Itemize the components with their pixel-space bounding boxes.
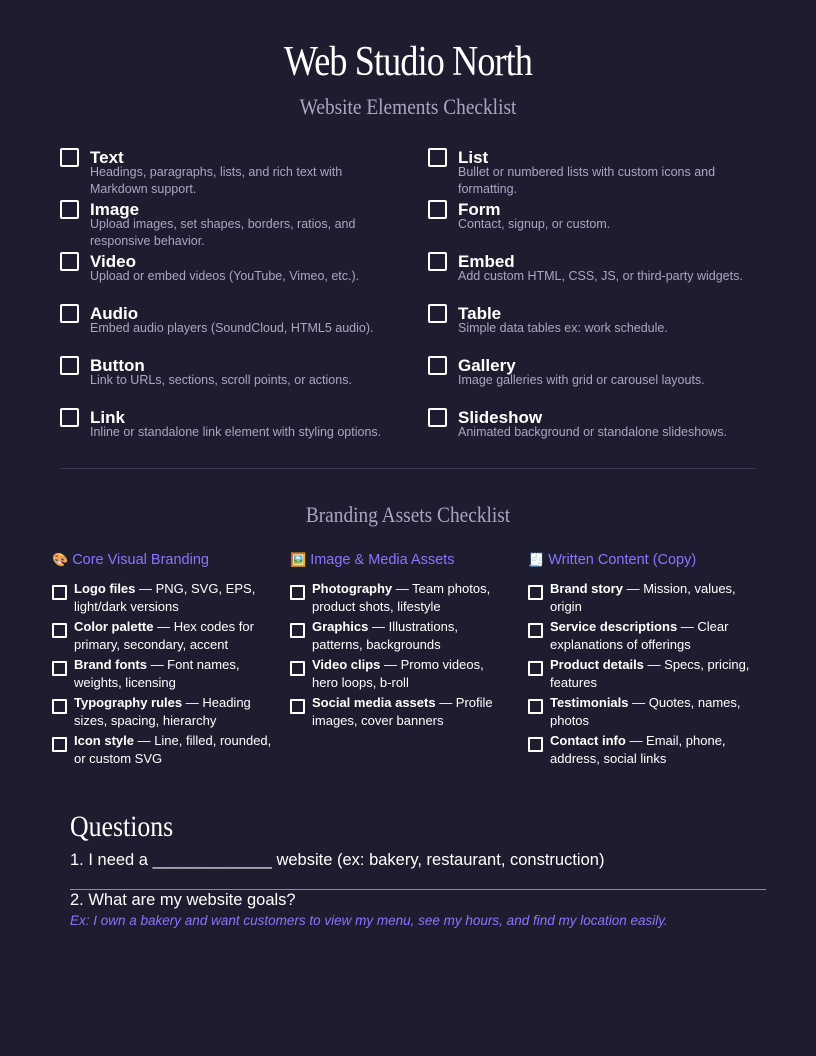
brand-item-detail: — Promo videos, hero loops, b-roll xyxy=(312,657,484,690)
element-name: Slideshow xyxy=(458,408,543,427)
section-divider xyxy=(60,468,756,469)
brand-item-title: Photography xyxy=(312,581,393,596)
brand-item[interactable] xyxy=(290,694,510,732)
checkbox[interactable] xyxy=(290,661,305,676)
brand-item-detail: — Font names, weights, licensing xyxy=(74,657,240,690)
element-description: Bullet or numbered lists with custom icons and formatting. xyxy=(458,165,716,196)
element-item-text[interactable] xyxy=(60,148,380,200)
brand-item[interactable] xyxy=(52,656,272,694)
brand-item[interactable] xyxy=(52,618,272,656)
brand-item-title: Brand fonts xyxy=(74,657,147,672)
checkbox[interactable] xyxy=(60,304,79,323)
brand-item-title: Video clips xyxy=(312,657,381,672)
checkbox[interactable] xyxy=(60,200,79,219)
branding-column-core-visual xyxy=(52,552,272,770)
picture-icon: 🖼️ xyxy=(290,552,307,567)
element-description: Simple data tables ex: work schedule. xyxy=(458,321,668,335)
checkbox[interactable] xyxy=(428,148,447,167)
element-description: Image galleries with grid or carousel layouts. xyxy=(458,373,705,387)
brand-item-title: Product details xyxy=(550,657,644,672)
brand-item[interactable] xyxy=(52,732,272,770)
brand-item[interactable] xyxy=(290,618,510,656)
brand-item-detail: — Clear explanations of offerings xyxy=(550,619,729,652)
brand-item-detail: — Illustrations, patterns, backgrounds xyxy=(312,619,458,652)
brand-item-title: Typography rules xyxy=(74,695,183,710)
brand-item-detail: — Hex codes for primary, secondary, accent xyxy=(74,619,254,652)
checkbox[interactable] xyxy=(290,585,305,600)
element-name: Table xyxy=(458,304,502,323)
element-item-form[interactable] xyxy=(428,200,748,252)
checkbox[interactable] xyxy=(528,585,543,600)
brand-item[interactable] xyxy=(290,580,510,618)
checkbox[interactable] xyxy=(60,408,79,427)
checkbox[interactable] xyxy=(52,699,67,714)
element-item-table[interactable] xyxy=(428,304,748,356)
brand-item[interactable] xyxy=(52,580,272,618)
branding-checklist-heading: Branding Assets Checklist xyxy=(305,502,511,527)
brand-item-title: Brand story xyxy=(550,581,623,596)
brand-item-detail: — Specs, pricing, features xyxy=(550,657,750,690)
element-description: Contact, signup, or custom. xyxy=(458,217,611,231)
questions-heading: Questions xyxy=(70,810,174,843)
element-item-list[interactable] xyxy=(428,148,748,200)
column-heading-label: Written Content (Copy) xyxy=(548,552,697,568)
brand-item-title: Testimonials xyxy=(550,695,629,710)
branding-column-image-media xyxy=(290,552,510,732)
brand-item[interactable] xyxy=(52,694,272,732)
brand-item-detail: — PNG, SVG, EPS, light/dark versions xyxy=(74,581,256,614)
column-heading xyxy=(52,552,272,572)
brand-item[interactable] xyxy=(528,618,748,656)
brand-item-detail: — Email, phone, address, social links xyxy=(550,733,726,766)
element-name: Image xyxy=(90,200,140,219)
brand-item-detail: — Mission, values, origin xyxy=(550,581,736,614)
checkbox[interactable] xyxy=(52,623,67,638)
element-name: Button xyxy=(90,356,145,375)
element-description: Inline or standalone link element with styling options. xyxy=(90,425,382,439)
brand-item[interactable] xyxy=(528,694,748,732)
brand-item-title: Logo files xyxy=(74,581,136,596)
question-1: 1. I need a _____________ website (ex: bakery, restaurant, construction) xyxy=(70,851,605,869)
element-description: Embed audio players (SoundCloud, HTML5 audio). xyxy=(90,321,374,335)
checkbox[interactable] xyxy=(528,737,543,752)
element-item-embed[interactable] xyxy=(428,252,748,304)
element-name: Embed xyxy=(458,252,515,271)
element-description: Upload or embed videos (YouTube, Vimeo, etc.). xyxy=(90,269,360,283)
brand-item-title: Contact info xyxy=(550,733,626,748)
element-name: Text xyxy=(90,148,124,167)
brand-item-title: Service descriptions xyxy=(550,619,678,634)
column-heading-label: Image & Media Assets xyxy=(310,552,455,568)
element-name: Audio xyxy=(90,304,139,323)
checkbox[interactable] xyxy=(528,699,543,714)
element-description: Link to URLs, sections, scroll points, or actions. xyxy=(90,373,352,387)
element-description: Animated background or standalone slideshows. xyxy=(458,425,727,439)
brand-item[interactable] xyxy=(528,732,748,770)
brand-item-title: Color palette xyxy=(74,619,154,634)
brand-item[interactable] xyxy=(528,656,748,694)
checkbox[interactable] xyxy=(52,737,67,752)
checkbox[interactable] xyxy=(60,148,79,167)
checkbox[interactable] xyxy=(528,661,543,676)
brand-item-title: Social media assets xyxy=(312,695,436,710)
checkbox[interactable] xyxy=(428,408,447,427)
element-name: List xyxy=(458,148,489,167)
brand-item-detail: — Quotes, names, photos xyxy=(550,695,741,728)
element-item-button[interactable] xyxy=(60,356,380,408)
elements-checklist-heading: Website Elements Checklist xyxy=(299,94,517,119)
element-description: Add custom HTML, CSS, JS, or third-party widgets. xyxy=(458,269,743,283)
brand-item[interactable] xyxy=(290,656,510,694)
element-name: Video xyxy=(90,252,136,271)
element-name: Gallery xyxy=(458,356,516,375)
question-2-example: Ex: I own a bakery and want customers to view my menu, see my hours, and find my location easily. xyxy=(70,913,668,928)
answer-line[interactable] xyxy=(70,889,766,890)
receipt-icon: 🧾 xyxy=(528,552,545,567)
palette-icon: 🎨 xyxy=(52,552,69,567)
checkbox[interactable] xyxy=(528,623,543,638)
column-heading xyxy=(290,552,510,572)
checkbox[interactable] xyxy=(428,356,447,375)
checkbox[interactable] xyxy=(60,356,79,375)
element-item-gallery[interactable] xyxy=(428,356,748,408)
element-item-video[interactable] xyxy=(60,252,380,304)
checkbox[interactable] xyxy=(428,304,447,323)
checkbox[interactable] xyxy=(290,623,305,638)
checkbox[interactable] xyxy=(428,252,447,271)
brand-item-detail: — Line, filled, rounded, or custom SVG xyxy=(74,733,272,766)
brand-item-title: Icon style xyxy=(74,733,134,748)
element-description: Headings, paragraphs, lists, and rich text with Markdown support. xyxy=(90,165,343,196)
brand-item-title: Graphics xyxy=(312,619,369,634)
checkbox[interactable] xyxy=(52,661,67,676)
brand-item[interactable] xyxy=(528,580,748,618)
column-heading-label: Core Visual Branding xyxy=(72,552,209,568)
checkbox[interactable] xyxy=(428,200,447,219)
brand-item-detail: — Team photos, product shots, lifestyle xyxy=(312,581,491,614)
checkbox[interactable] xyxy=(60,252,79,271)
page-title: Web Studio North xyxy=(283,39,533,85)
column-heading xyxy=(528,552,748,572)
question-2: 2. What are my website goals? xyxy=(70,891,296,909)
element-item-image[interactable] xyxy=(60,200,380,252)
element-name: Link xyxy=(90,408,125,427)
checkbox[interactable] xyxy=(290,699,305,714)
brand-item-detail: — Profile images, cover banners xyxy=(312,695,493,728)
element-item-link[interactable] xyxy=(60,408,380,460)
checkbox[interactable] xyxy=(52,585,67,600)
element-name: Form xyxy=(458,200,501,219)
element-description: Upload images, set shapes, borders, ratios, and responsive behavior. xyxy=(90,217,356,248)
element-item-audio[interactable] xyxy=(60,304,380,356)
brand-item-detail: — Heading sizes, spacing, hierarchy xyxy=(74,695,251,728)
element-item-slideshow[interactable] xyxy=(428,408,748,460)
branding-column-written-content xyxy=(528,552,748,770)
